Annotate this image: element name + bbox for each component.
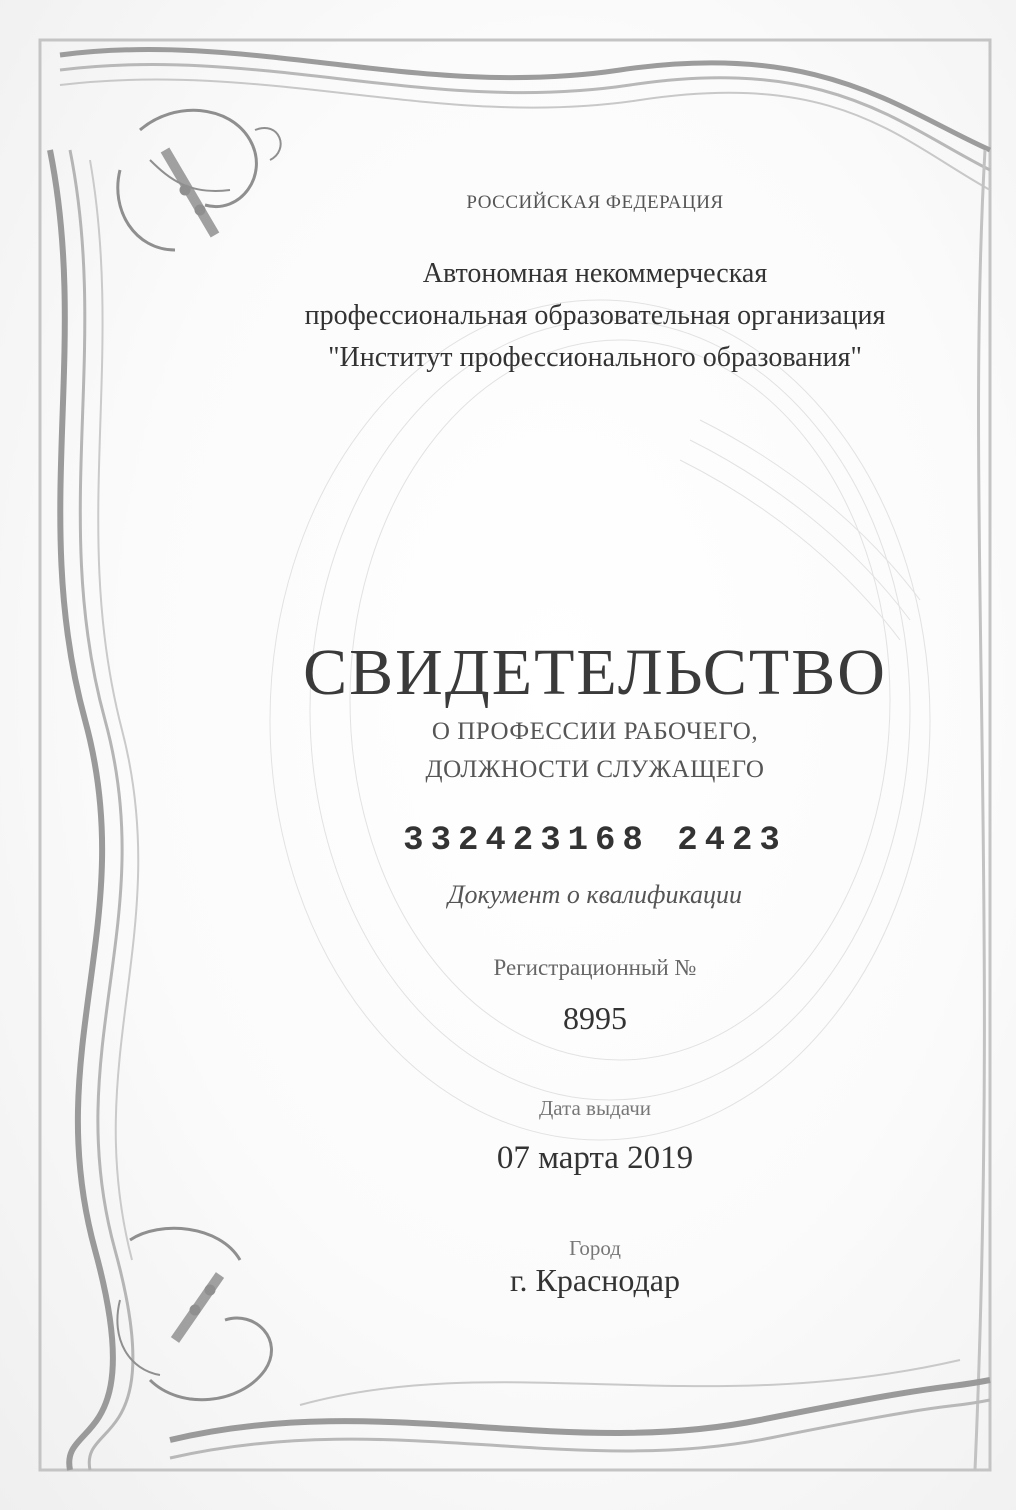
- issue-date-label: Дата выдачи: [538, 1096, 652, 1120]
- document-title: СВИДЕТЕЛЬСТВО: [303, 636, 887, 709]
- city-label: Город: [569, 1236, 621, 1260]
- registration-number: 8995: [563, 1000, 627, 1036]
- certificate-content: [230, 0, 960, 1510]
- issue-date-value: 07 марта 2019: [496, 1140, 694, 1176]
- city-value: г. Краснодар: [510, 1262, 680, 1298]
- qualification-note: Документ о квалификации: [448, 880, 742, 909]
- organization-line-2: профессиональная образовательная организация: [304, 300, 886, 331]
- organization-line-3: "Институт профессионального образования": [328, 342, 862, 373]
- document-subtitle-line-2: ДОЛЖНОСТИ СЛУЖАЩЕГО: [425, 756, 765, 783]
- organization-line-1: Автономная некоммерческая: [422, 258, 768, 289]
- document-subtitle-line-1: О ПРОФЕССИИ РАБОЧЕГО,: [431, 718, 759, 745]
- document-number: 332423168 2423: [403, 822, 787, 860]
- country-name: РОССИЙСКАЯ ФЕДЕРАЦИЯ: [466, 192, 724, 213]
- registration-label: Регистрационный №: [493, 955, 697, 980]
